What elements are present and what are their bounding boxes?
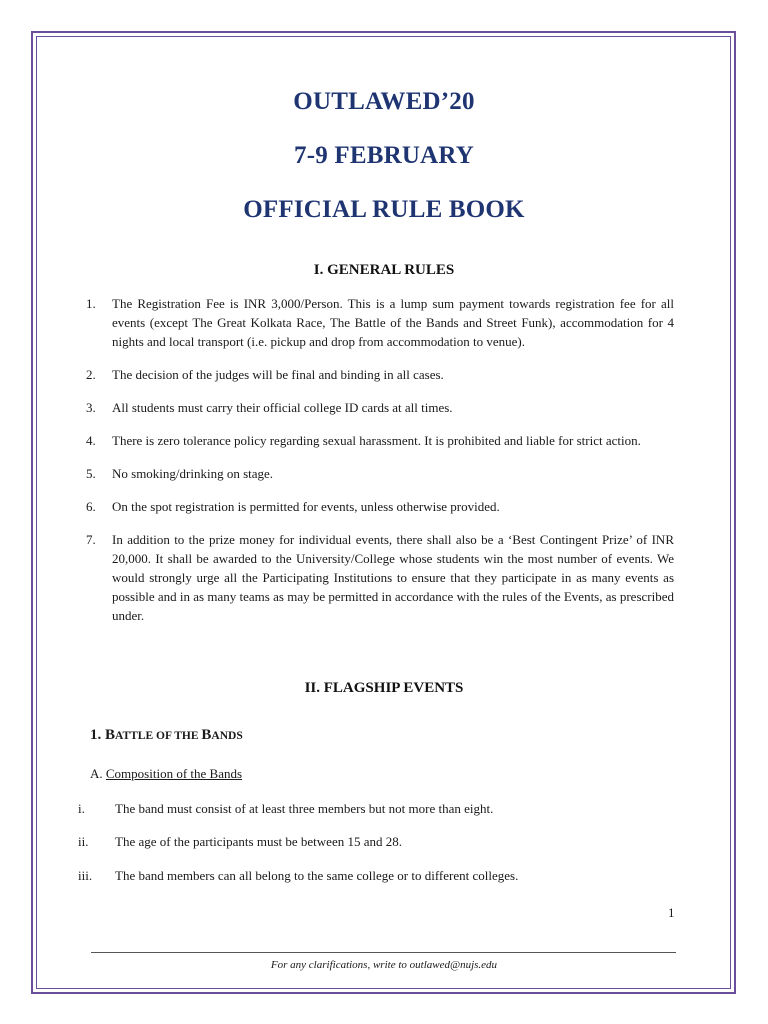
rule-item: [86, 464, 674, 483]
doc-dates: 7-9 FEBRUARY: [294, 142, 474, 169]
rule-number: 4.: [86, 433, 96, 448]
band-rule-text: The age of the participants must be between 15 and 28.: [115, 834, 402, 849]
section-heading-flagship-events: II. FLAGSHIP EVENTS: [304, 680, 464, 696]
composition-letter: A.: [90, 766, 106, 781]
event-heading-battle-of-the-bands: [90, 727, 243, 744]
event-number: 1.: [90, 727, 105, 743]
band-rule-number: iii.: [78, 868, 93, 883]
rule-number: 6.: [86, 499, 96, 514]
event-name-part: ATTLE OF THE: [115, 730, 202, 742]
rule-text: All students must carry their official college ID cards at all times.: [112, 400, 453, 415]
page-number: 1: [668, 905, 675, 920]
doc-title: OUTLAWED’20: [293, 88, 475, 115]
rule-number: 5.: [86, 466, 96, 481]
rule-text: There is zero tolerance policy regarding sexual harassment. It is prohibited and liable for strict action.: [112, 433, 641, 448]
rule-text: On the spot registration is permitted for events, unless otherwise provided.: [112, 499, 500, 514]
band-rule-number: ii.: [78, 834, 89, 849]
doc-subtitle: OFFICIAL RULE BOOK: [243, 196, 525, 223]
rule-number: 2.: [86, 367, 96, 382]
footer-divider: [91, 952, 676, 953]
rule-text: In addition to the prize money for individual events, there shall also be a ‘Best Contingent Prize’ of INR 20,000. It shall be awarded to the University/College whose students win the most number of events. We would strongly urge all the Participating Institutions to ensure that they participate in as many events as possible and in as many teams as may be permitted in accordance with the rules of the Events, as prescribed under.: [112, 532, 674, 623]
rule-number: 1.: [86, 296, 96, 311]
rule-text: The decision of the judges will be final and binding in all cases.: [112, 367, 444, 382]
general-rules-list: [86, 294, 674, 639]
rule-item: [86, 398, 674, 417]
event-name-initial: B: [201, 727, 212, 743]
section-heading-general-rules: I. GENERAL RULES: [313, 262, 455, 278]
event-name-part: ANDS: [211, 730, 243, 742]
rule-item: [86, 294, 674, 351]
band-rule-text: The band must consist of at least three members but not more than eight.: [115, 801, 494, 816]
rule-number: 7.: [86, 532, 96, 547]
composition-subheading: [90, 766, 242, 782]
rule-text: No smoking/drinking on stage.: [112, 466, 274, 481]
event-name-initial: B: [105, 727, 116, 743]
rule-item: [86, 530, 674, 625]
composition-title: Composition of the Bands: [105, 766, 243, 781]
rule-text: The Registration Fee is INR 3,000/Person. This is a lump sum payment towards registration fee for all events (except The Great Kolkata Race, The Battle of the Bands and Street Funk), accommodation for 4 nights and local transport (i.e. pickup and drop from accommodation to venue).: [112, 296, 674, 349]
rule-number: 3.: [86, 400, 96, 415]
rule-item: [86, 497, 674, 516]
rule-item: [86, 431, 674, 450]
band-rule-text: The band members can all belong to the same college or to different colleges.: [115, 868, 519, 883]
rule-item: [86, 365, 674, 384]
band-rule-number: i.: [78, 801, 85, 816]
footer-note: For any clarifications, write to outlawed@nujs.edu: [270, 959, 498, 971]
